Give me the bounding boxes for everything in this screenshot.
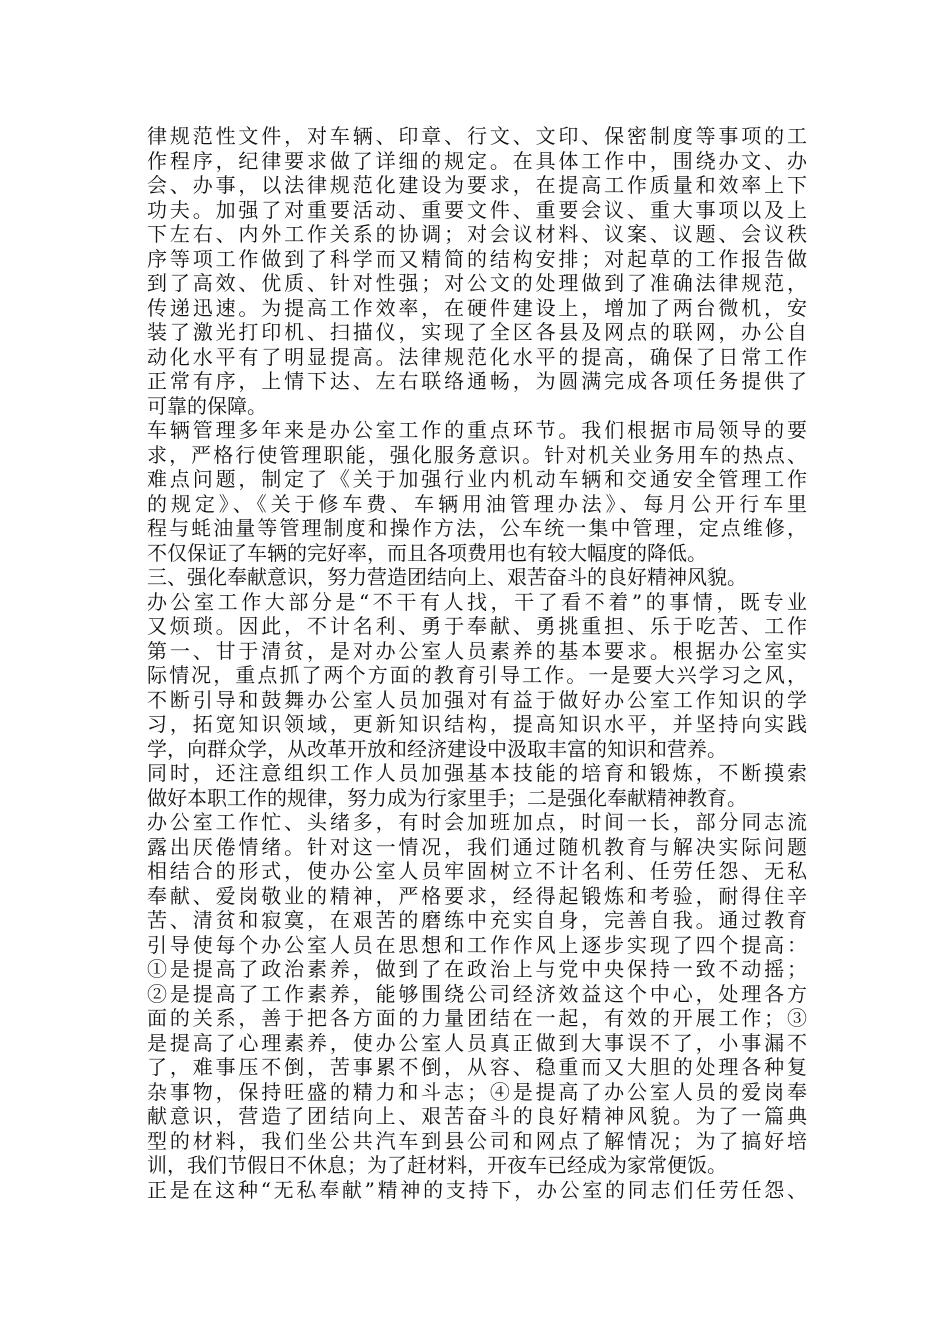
text-line: 奉献、爱岗敬业的精神，严格要求，经得起锻炼和考验，耐得住辛 bbox=[147, 883, 807, 908]
text-line: ②是提高了工作素养，能够围绕公司经济效益这个中心，处理各方 bbox=[147, 981, 807, 1006]
text-line: 杂事物，保持旺盛的精力和斗志；④是提高了办公室人员的爱岗奉 bbox=[147, 1079, 807, 1104]
text-line: 同时，还注意组织工作人员加强基本技能的培育和锻炼，不断摸索 bbox=[147, 761, 807, 785]
text-line: 三、强化奉献意识，努力营造团结向上、艰苦奋斗的良好精神风貌。 bbox=[147, 565, 747, 589]
text-line: 正常有序，上情下达、左右联络通畅，为圆满完成各项任务提供了 bbox=[147, 369, 807, 393]
text-line: 露出厌倦情绪。针对这一情况，我们通过随机教育与解决实际问题 bbox=[147, 834, 807, 859]
text-line: 的规定》、《关于修车费、车辆用油管理办法》、每月公开行车里 bbox=[147, 491, 807, 516]
text-line: 献意识，营造了团结向上、艰苦奋斗的良好精神风貌。为了一篇典 bbox=[147, 1104, 807, 1128]
text-line: 装了激光打印机、扫描仪，实现了全区各县及网点的联网，办公自 bbox=[147, 320, 807, 344]
text-line: 学，向群众学，从改革开放和经济建设中汲取丰富的知识和营养。 bbox=[147, 736, 727, 761]
text-line: 可靠的保障。 bbox=[147, 393, 267, 418]
text-line: 动化水平有了明显提高。法律规范化水平的提高，确保了日常工作 bbox=[147, 344, 807, 369]
text-line: 办公室工作大部分是“不干有人找，干了看不着”的事情，既专业 bbox=[147, 589, 807, 614]
text-line: 又烦琐。因此，不计名利、勇于奉献、勇挑重担、乐于吃苦、工作 bbox=[147, 614, 807, 638]
text-line: 不断引导和鼓舞办公室人员加强对有益于做好办公室工作知识的学 bbox=[147, 687, 807, 712]
text-line: ①是提高了政治素养，做到了在政治上与党中央保持一致不动摇； bbox=[147, 957, 807, 981]
text-line: 了，难事压不倒，苦事累不倒，从容、稳重而又大胆的处理各种复 bbox=[147, 1055, 807, 1079]
text-line: 苦、清贫和寂寞，在艰苦的磨练中充实自身，完善自我。通过教育 bbox=[147, 908, 807, 932]
text-line: 相结合的形式，使办公室人员牢固树立不计名利、任劳任怨、无私 bbox=[147, 859, 807, 883]
text-line: 训，我们节假日不休息；为了赶材料，开夜车已经成为家常便饭。 bbox=[147, 1153, 727, 1177]
text-line: 传递迅速。为提高工作效率，在硬件建设上，增加了两台微机，安 bbox=[147, 295, 807, 320]
text-line: 型的材料，我们坐公共汽车到县公司和网点了解情况；为了搞好培 bbox=[147, 1128, 807, 1153]
text-line: 难点问题，制定了《关于加强行业内机动车辆和交通安全管理工作 bbox=[147, 467, 807, 491]
text-line: 会、办事，以法律规范化建设为要求，在提高工作质量和效率上下 bbox=[147, 173, 807, 197]
text-line: 序等项工作做到了科学而又精简的结构安排；对起草的工作报告做 bbox=[147, 246, 807, 271]
text-line: 是提高了心理素养，使办公室人员真正做到大事误不了，小事漏不 bbox=[147, 1030, 807, 1055]
text-line: 车辆管理多年来是办公室工作的重点环节。我们根据市局领导的要 bbox=[147, 418, 807, 442]
text-line: 律规范性文件，对车辆、印章、行文、文印、保密制度等事项的工 bbox=[147, 124, 807, 148]
text-line: 做好本职工作的规律，努力成为行家里手；二是强化奉献精神教育。 bbox=[147, 785, 747, 810]
text-line: 作程序，纪律要求做了详细的规定。在具体工作中，围绕办文、办 bbox=[147, 148, 807, 173]
text-line: 求，严格行使管理职能，强化服务意识。针对机关业务用车的热点、 bbox=[147, 442, 807, 467]
text-line: 际情况，重点抓了两个方面的教育引导工作。一是要大兴学习之风， bbox=[147, 663, 807, 687]
text-line: 程与蚝油量等管理制度和操作方法，公车统一集中管理，定点维修， bbox=[147, 516, 807, 540]
text-line: 功夫。加强了对重要活动、重要文件、重要会议、重大事项以及上 bbox=[147, 197, 807, 222]
text-line: 面的关系，善于把各方面的力量团结在一起，有效的开展工作；③ bbox=[147, 1006, 807, 1030]
text-line: 到了高效、优质、针对性强；对公文的处理做到了准确法律规范， bbox=[147, 271, 807, 295]
text-line: 正是在这种“无私奉献”精神的支持下，办公室的同志们任劳任怨、 bbox=[147, 1177, 807, 1202]
text-line: 办公室工作忙、头绪多，有时会加班加点，时间一长，部分同志流 bbox=[147, 810, 807, 834]
text-line: 下左右、内外工作关系的协调；对会议材料、议案、议题、会议秩 bbox=[147, 222, 807, 246]
text-line: 不仅保证了车辆的完好率，而且各项费用也有较大幅度的降低。 bbox=[147, 540, 707, 565]
text-line: 习，拓宽知识领域，更新知识结构，提高知识水平，并坚持向实践 bbox=[147, 712, 807, 736]
text-line: 引导使每个办公室人员在思想和工作作风上逐步实现了四个提高： bbox=[147, 932, 807, 957]
document-body bbox=[147, 124, 807, 1202]
text-line: 第一、甘于清贫，是对办公室人员素养的基本要求。根据办公室实 bbox=[147, 638, 807, 663]
